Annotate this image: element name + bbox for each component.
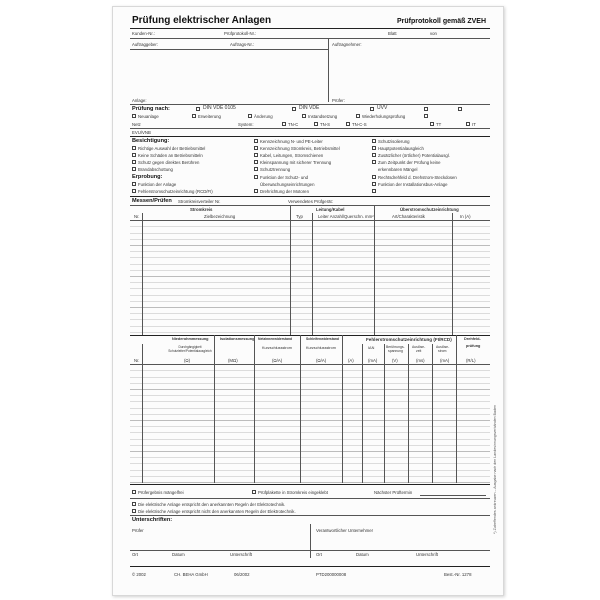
row-rule — [130, 205, 490, 206]
checkbox[interactable] — [192, 114, 196, 118]
pruefer-field[interactable]: Prüfer: — [332, 98, 345, 103]
column-rule — [452, 213, 453, 335]
checkbox[interactable] — [254, 167, 258, 171]
checkbox[interactable] — [132, 509, 136, 513]
checkbox[interactable] — [254, 160, 258, 164]
stromkreis-header: Stromkreis — [190, 207, 213, 212]
unit-label: (Ω/A) — [272, 358, 283, 363]
system-option: TN-S — [320, 122, 331, 127]
checkbox[interactable] — [430, 122, 434, 126]
unit-label: (MΩ) — [228, 358, 238, 363]
unit-label: (R/L) — [466, 358, 476, 363]
messgeraet-field[interactable]: Verwendetes Prüfgerät: — [288, 199, 333, 204]
checkbox[interactable] — [132, 490, 136, 494]
section-rule — [130, 335, 490, 336]
norm-option: DIN VDE 0105 — [203, 105, 236, 111]
entspricht-option: Die elektrische Anlage entspricht den anerkannten Regeln der Elektrotechnik. — [138, 502, 286, 507]
column-rule — [254, 335, 255, 483]
system-option: TN-C — [288, 122, 299, 127]
pruefung-nach-label: Prüfung nach: — [132, 106, 170, 112]
system-option: IT — [472, 122, 476, 127]
column-rule — [362, 344, 363, 483]
checkbox[interactable] — [132, 160, 136, 164]
column-rule — [432, 344, 433, 483]
type-option: Wiederholungsprüfung — [362, 114, 406, 119]
checkbox[interactable] — [314, 122, 318, 126]
ziel-header: Zielbezeichnung — [204, 214, 236, 219]
von-field[interactable]: von — [430, 31, 437, 36]
check-item: Schutz gegen direktes Berühren — [138, 160, 200, 165]
checkbox[interactable] — [132, 502, 136, 506]
netz-label: Netz — [132, 122, 141, 127]
column-rule — [384, 344, 385, 483]
unterschriften-label: Unterschriften: — [132, 517, 173, 523]
art-header: Art/Charakteristik — [392, 214, 425, 219]
check-item: Kennzeichnung N- und PE-Leiter — [260, 139, 323, 144]
pruefer-signature-label: Prüfer — [132, 528, 144, 533]
checkbox[interactable] — [372, 139, 376, 143]
form-code-text: PTD200000008 — [316, 572, 347, 577]
ausloese-strom-header: Auslöse- — [436, 345, 450, 349]
ort-label: Ort — [316, 552, 322, 557]
checkbox[interactable] — [372, 182, 376, 186]
check-item: Brandabschottung — [138, 167, 173, 172]
checkbox[interactable] — [248, 114, 252, 118]
nr-header: Nr. — [134, 358, 140, 363]
column-rule — [456, 335, 457, 483]
column-rule — [300, 335, 301, 483]
in-header: In (A) — [460, 214, 471, 219]
netzinnen-header: Netzinnenwiderstand — [258, 337, 293, 341]
unit-label: (Ω/A) — [316, 358, 327, 363]
leitung-header: Leitung/Kabel — [316, 207, 345, 212]
checkbox[interactable] — [292, 107, 296, 111]
auftraggeber-field[interactable]: Auftraggeber: — [132, 42, 159, 47]
type-option: Erweiterung — [198, 114, 221, 119]
header-rule — [130, 28, 490, 29]
isolation-header: Isolationsmessung — [220, 337, 255, 341]
datum-label: Datum — [356, 552, 369, 557]
checkbox[interactable] — [254, 175, 258, 179]
inspection-form — [130, 14, 497, 582]
checkbox[interactable] — [132, 189, 136, 193]
blatt-field[interactable]: Blatt — [388, 31, 397, 36]
check-item: Kabel, Leitungen, Stromschienen — [260, 153, 324, 158]
checkbox[interactable] — [254, 146, 258, 150]
field-underline — [420, 495, 486, 496]
column-rule — [214, 335, 215, 483]
checkbox[interactable] — [356, 114, 360, 118]
vertical-note: *) Zutreffendes ankreuzen – Ausgabe nach den Landesinnungsverbänden Baden — [493, 404, 497, 534]
column-rule — [312, 213, 313, 335]
section-rule — [130, 484, 490, 485]
checkbox[interactable] — [254, 153, 258, 157]
form-subtitle: Prüfprotokoll gemäß ZVEH — [396, 18, 486, 25]
check-item: Funktion der Installationsbus-Anlage — [378, 182, 448, 187]
form-title: Prüfung elektrischer Anlagen — [132, 15, 272, 26]
row-rule — [130, 38, 490, 39]
checkbox[interactable] — [254, 139, 258, 143]
table1-rows[interactable] — [130, 221, 490, 335]
edition-text: 06/2002 — [234, 572, 250, 577]
nicht-entspricht-option: Die elektrische Anlage entspricht nicht den anerkannten Regeln der Elektrotechnik. — [138, 509, 296, 514]
checkbox[interactable] — [372, 189, 376, 193]
system-option: TT — [436, 122, 442, 127]
fehlerstrom-header: Fehlerstromschutzeinrichtung (FI/RCD) — [366, 337, 452, 342]
system-label: System: — [238, 122, 254, 127]
check-item: erkennbaren Mängel — [378, 167, 418, 172]
ian-header: IΔN — [368, 346, 375, 350]
checkbox[interactable] — [370, 107, 374, 111]
column-rule — [342, 335, 343, 483]
check-item: Überwachungseinrichtungen — [260, 182, 315, 187]
pruefprotokoll-nr-field[interactable]: Prüfprotokoll-Nr.: — [224, 31, 257, 36]
check-item: Drehrichtung der Motoren — [260, 189, 309, 194]
checkbox[interactable] — [252, 490, 256, 494]
check-item: Zusätzlicher (örtlicher) Potentialausgl. — [378, 153, 450, 158]
unit-label: (V) — [392, 358, 398, 363]
ort-label: Ort — [132, 552, 138, 557]
column-rule — [408, 344, 409, 483]
checkbox[interactable] — [282, 122, 286, 126]
naechster-termin-field[interactable]: Nächster Prüftermin — [374, 490, 413, 495]
unit-label: (ms) — [416, 358, 425, 363]
unterschrift-label: Unterschrift — [230, 552, 252, 557]
norm-option: DIN VDE — [299, 105, 320, 111]
column-rule — [142, 344, 143, 483]
unterschrift-label: Unterschrift — [416, 552, 438, 557]
column-rule — [328, 38, 329, 102]
check-item: Richtige Auswahl der Betriebsmittel — [138, 146, 206, 151]
row-rule — [130, 515, 490, 516]
checkbox[interactable] — [424, 114, 428, 118]
erprobung-label: Erprobung: — [132, 174, 163, 180]
checkbox[interactable] — [132, 167, 136, 171]
check-item: Kleinspannung mit sicherer Trennung — [260, 160, 332, 165]
check-item: Schutzisolierung — [378, 139, 410, 144]
footer-rule — [130, 566, 490, 567]
checkbox[interactable] — [196, 107, 200, 111]
messen-label: Messen/Prüfen — [132, 198, 172, 204]
schleifen-header: Schleifenwiderstand — [306, 337, 339, 341]
ausloese-strom-header-2: strom — [438, 349, 447, 353]
order-number-text: Best.-Nr. 1278 — [444, 572, 472, 577]
maengelfrei-option: Prüfergebnis mängelfrei — [138, 490, 184, 495]
durchgaengigkeit-header: Durchgängigkeit Schutzleiter/Potentialausgleich — [168, 345, 212, 353]
section-rule — [130, 196, 490, 197]
checkbox[interactable] — [132, 182, 136, 186]
evu-label: EVU/VNB — [132, 130, 151, 135]
pruefplakette-option: Prüfplakette in Stromkreis eingeklebt — [258, 490, 328, 495]
auftrags-nr-field[interactable]: Auftrags-Nr.: — [230, 42, 255, 47]
section-rule — [130, 136, 490, 137]
column-rule — [290, 205, 291, 335]
checkbox[interactable] — [132, 146, 136, 150]
nr-header: Nr. — [134, 214, 140, 219]
auftragnehmer-field[interactable]: Auftragnehmer: — [332, 42, 362, 47]
unit-label: (mA) — [368, 358, 378, 363]
check-item: Rechtsdrehfeld d. Drehstrom-Steckdosen — [378, 175, 457, 180]
checkbox[interactable] — [132, 114, 136, 118]
column-rule — [142, 213, 143, 335]
type-option: Neuanlage — [138, 114, 159, 119]
check-item: Funktion der Schutz- und — [260, 175, 309, 180]
checkbox[interactable] — [254, 189, 258, 193]
kunden-nr-field[interactable]: Kunden-Nr.: — [132, 31, 155, 36]
check-item: Funktion der Anlage — [138, 182, 177, 187]
checkbox[interactable] — [424, 107, 428, 111]
beruehrung-header: Berührungs- — [386, 345, 405, 349]
norm-option: UVV — [377, 105, 388, 111]
unit-label: (A) — [348, 358, 354, 363]
row-rule — [130, 498, 490, 499]
check-item: Zum Zeitpunkt der Prüfung keine — [378, 160, 441, 165]
leiter-header: Leiter Anzahl/Querschn. mm² — [318, 214, 374, 219]
check-item: Schutztrennung — [260, 167, 291, 172]
unit-label: (Ω) — [184, 358, 191, 363]
system-option: TN-C-S — [352, 122, 367, 127]
ausloese-zeit-header-2: zeit — [416, 349, 422, 353]
checkbox[interactable] — [466, 122, 470, 126]
column-rule — [310, 524, 311, 558]
anlage-field[interactable]: Anlage: — [132, 98, 147, 103]
type-option: Instandsetzung — [308, 114, 338, 119]
checkbox[interactable] — [346, 122, 350, 126]
pruefung-header: prüfung — [466, 344, 481, 348]
datum-label: Datum — [172, 552, 185, 557]
checkbox[interactable] — [372, 175, 376, 179]
kurzschluss-header: Kurzschlussstrom — [262, 346, 292, 350]
check-item: Keine Schäden an Betriebsmitteln — [138, 153, 203, 158]
ueberstrom-header: Überstromschutzeinrichtung — [400, 207, 459, 212]
kurzschluss-header: Kurzschlussstrom — [306, 346, 336, 350]
ausloese-zeit-header: Auslöse- — [412, 345, 426, 349]
table2-rows[interactable] — [130, 365, 490, 483]
verteiler-field[interactable]: Stromkreisverteiler Nr. — [178, 199, 221, 204]
row-rule — [130, 128, 490, 129]
besichtigung-label: Besichtigung: — [132, 138, 170, 144]
copyright-text: © 2002 — [132, 572, 146, 577]
checkbox[interactable] — [302, 114, 306, 118]
checkbox[interactable] — [372, 160, 376, 164]
checkbox[interactable] — [372, 153, 376, 157]
checkbox[interactable] — [458, 107, 462, 111]
unternehmer-signature-label: Verantwortlicher Unternehmer — [316, 528, 374, 533]
unit-label: (mA) — [440, 358, 450, 363]
checkbox[interactable] — [372, 146, 376, 150]
drehfeld-header: Drehfeld- — [464, 337, 481, 341]
company-text: CH. BEHA GmbH — [174, 572, 208, 577]
niederohm-header: Niederohmmessung — [172, 337, 209, 341]
type-option: Änderung — [254, 114, 273, 119]
row-rule — [130, 49, 328, 50]
check-item: Fehlerstromschutzeinrichtung (RCD/FI) — [138, 189, 213, 194]
check-item: Kennzeichnung Stromkreis, Betriebsmittel — [260, 146, 340, 151]
checkbox[interactable] — [132, 153, 136, 157]
check-item: Hauptpotentialausgleich — [378, 146, 424, 151]
column-rule — [374, 205, 375, 335]
beruehrung-header-2: spannung — [388, 349, 403, 353]
typ-header: Typ — [296, 214, 303, 219]
